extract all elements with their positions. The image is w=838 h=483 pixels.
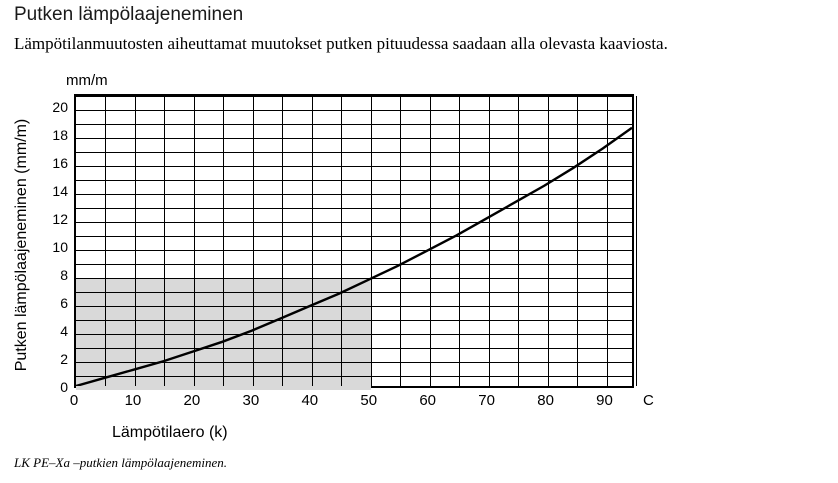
y-axis-title: Putken lämpölaajeneminen (mm/m) xyxy=(13,118,30,372)
plot-area xyxy=(74,94,634,388)
figure-caption: LK PE–Xa –putkien lämpölaajeneminen. xyxy=(14,455,228,470)
x-tick-label: 70 xyxy=(478,392,495,409)
y-tick-label: 18 xyxy=(52,127,68,143)
x-tick-label: 0 xyxy=(69,392,79,409)
x-tick-label: 80 xyxy=(537,392,554,409)
y-tick-label: 10 xyxy=(52,239,68,255)
x-tick-label: 20 xyxy=(183,392,201,409)
x-tick-label: 10 xyxy=(124,392,142,409)
y-tick-label: 12 xyxy=(52,211,68,227)
x-tick-label: 30 xyxy=(242,392,260,409)
x-tick-label: 40 xyxy=(301,392,319,409)
y-tick-label: 20 xyxy=(52,99,68,115)
x-axis-unit-label: C xyxy=(643,392,654,409)
y-tick-label: 16 xyxy=(52,155,68,171)
y-tick-label: 6 xyxy=(60,295,68,311)
grid-line-vertical xyxy=(636,96,637,386)
y-tick-label: 2 xyxy=(60,351,68,367)
chart-figure xyxy=(0,68,838,448)
x-axis-title: Lämpötilaero (k) xyxy=(112,424,228,441)
y-axis-unit-label: mm/m xyxy=(66,72,108,89)
expansion-curve xyxy=(76,96,632,386)
y-tick-label: 4 xyxy=(60,323,68,339)
y-tick-label: 8 xyxy=(60,267,68,283)
page-subtitle: Lämpötilanmuutosten aiheuttamat muutokset putken pituudessa saadaan alla olevasta kaaviosta. xyxy=(14,34,668,53)
y-tick-label: 14 xyxy=(52,183,68,199)
y-tick-label: 0 xyxy=(60,379,68,395)
x-tick-label: 60 xyxy=(419,392,437,409)
page-title: Putken lämpölaajeneminen xyxy=(14,4,244,25)
x-tick-label: 50 xyxy=(360,392,378,409)
x-tick-label: 90 xyxy=(596,392,613,409)
